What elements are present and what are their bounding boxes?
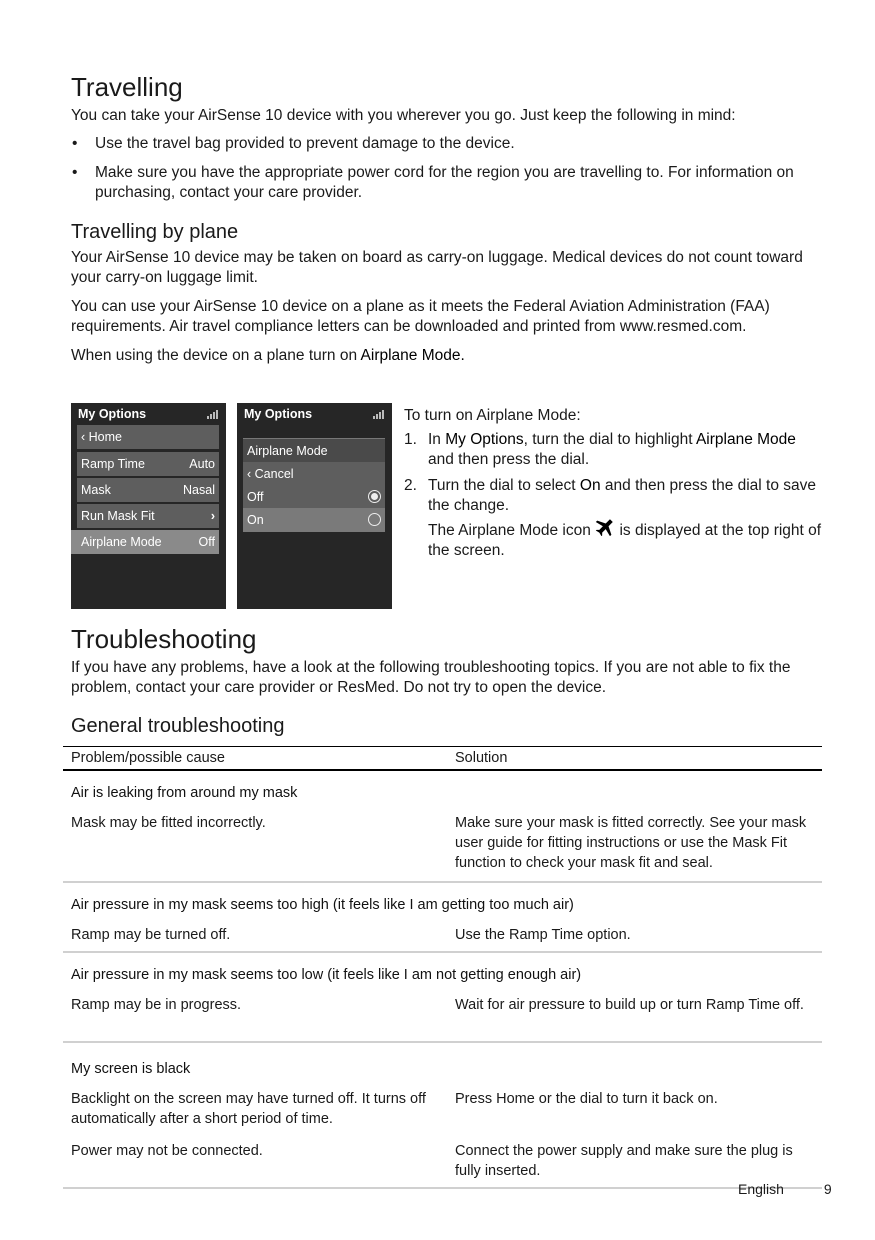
footer-language: English [738,1181,784,1197]
problem-title: My screen is black [71,1061,191,1077]
travelling-intro: You can take your AirSense 10 device with you wherever you go. Just keep the following in mind: [71,107,736,124]
off-option[interactable]: Off [243,485,385,509]
travel-bullet: • Make sure you have the appropriate power cord for the region you are travelling to. For information on purchasing, contact your care provider. [71,163,823,203]
chevron-right-icon: › [210,509,215,523]
table-row: Power may not be connected. Connect the power supply and make sure the plug is fully inserted. [63,1141,822,1188]
column-header: Problem/possible cause [63,747,447,771]
signal-icon [207,409,218,419]
radio-selected-icon [368,490,381,503]
airplane-mode-screen [237,403,392,609]
airplane-mode-header: Airplane Mode [243,438,385,462]
home-row[interactable]: ‹ Home [77,425,219,449]
problem-title: Air pressure in my mask seems too low (it feels like I am not getting enough air) [71,967,582,983]
airplane-steps [404,405,824,561]
column-header: Solution [447,747,822,771]
steps-title: To turn on Airplane Mode: [404,407,581,424]
step-1: 1. In My Options, turn the dial to highlight Airplane Mode and then press the dial. [404,431,796,468]
travelling-heading: Travelling [71,72,183,102]
plane-paragraph: You can use your AirSense 10 device on a plane as it meets the Federal Aviation Administration (FAA) requirements. Air travel compliance letters can be downloaded and printed from www.resmed.com. [71,298,770,335]
plane-paragraph: When using the device on a plane turn on Airplane Mode. [71,347,465,364]
table-row: Ramp may be in progress. Wait for air pressure to build up or turn Ramp Time off. [63,995,822,1042]
page-footer [738,1181,832,1197]
radio-empty-icon [368,513,381,526]
table-row: Backlight on the screen may have turned off. It turns off automatically after a short period of time. Press Home or the dial to turn it back on. [71,1091,718,1127]
ramp-time-row[interactable]: Ramp Time Auto [77,452,219,476]
travel-bullet: • Use the travel bag provided to prevent damage to the device. [71,134,823,154]
cancel-row[interactable]: ‹ Cancel [243,462,385,486]
on-option[interactable]: On [243,508,385,532]
plane-heading: Travelling by plane [71,221,239,243]
general-troubleshooting-heading: General troubleshooting [71,715,285,737]
plane-paragraph: Your AirSense 10 device may be taken on board as carry-on luggage. Medical devices do not count toward your carry-on luggage limit. [71,249,803,286]
troubleshooting-section [71,622,823,739]
troubleshooting-table [63,746,822,1189]
step-2: 2. Turn the dial to select On and then press the dial to save the change. The Airplane Mode icon is displayed at the top right of the screen. [404,477,822,559]
problem-title: Air pressure in my mask seems too high (it feels like I am getting too much air) [71,897,574,913]
airplane-mode-row[interactable]: Airplane Mode Off [71,530,219,554]
page-number: 9 [823,1181,832,1197]
device-screens [71,403,392,609]
run-mask-fit-row[interactable]: Run Mask Fit › [77,504,219,528]
table-row: Ramp may be turned off. Use the Ramp Time option. [63,925,822,952]
table-row: Mask may be fitted incorrectly. Make sure your mask is fitted correctly. See your mask user guide for fitting instructions or use the Mask Fit function to check your mask fit and seal. [63,813,822,882]
troubleshooting-intro: If you have any problems, have a look at the following troubleshooting topics. If you are not able to fix the problem, contact your care provider or ResMed. Do not try to open the device. [71,659,791,696]
screen-title: My Options [244,407,313,421]
problem-title: Air is leaking from around my mask [71,785,298,801]
troubleshooting-heading: Troubleshooting [71,624,257,654]
mask-row[interactable]: Mask Nasal [77,478,219,502]
screen-title: My Options [78,407,147,421]
my-options-screen [71,403,226,609]
travelling-section [71,70,823,366]
signal-icon [373,409,384,419]
airplane-icon [595,518,615,536]
